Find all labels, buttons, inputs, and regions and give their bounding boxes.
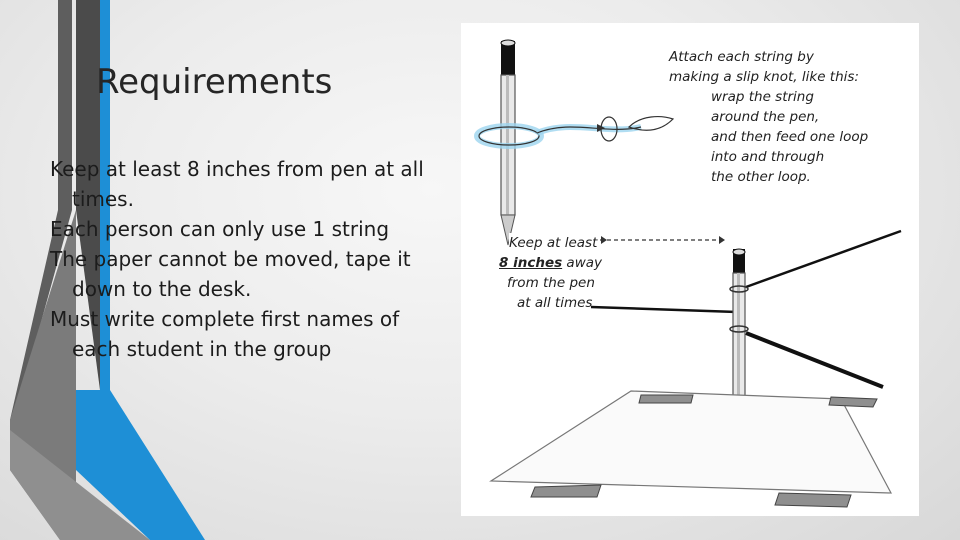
top-pen-illustration: [477, 40, 673, 245]
requirement-item: Each person can only use 1 string: [50, 217, 390, 241]
keep-distance-text: [499, 253, 602, 273]
eight-inches-label: 8 inches: [499, 255, 563, 271]
attach-text-line: Attach each string by: [669, 49, 814, 65]
keep-away-label: away: [562, 255, 603, 271]
attach-text-line: around the pen,: [711, 109, 820, 125]
attach-text-line: into and through: [711, 149, 825, 165]
requirements-list: [50, 154, 440, 364]
requirement-item: The paper cannot be moved, tape it down to the desk.: [50, 247, 411, 301]
instruction-figure: [461, 23, 919, 516]
attach-text-line: wrap the string: [711, 89, 814, 105]
keep-distance-text: Keep at least: [509, 235, 598, 251]
keep-distance-text: from the pen: [507, 275, 595, 291]
slide-title: Requirements: [96, 62, 333, 102]
requirement-item: Must write complete first names of each student in the group: [50, 307, 400, 361]
attach-text-line: making a slip knot, like this:: [669, 69, 859, 85]
taped-paper: [491, 391, 891, 507]
keep-distance-text: at all times: [517, 295, 593, 311]
attach-text-line: and then feed one loop: [711, 129, 869, 145]
requirement-item: Keep at least 8 inches from pen at all times.: [50, 157, 424, 211]
attach-text-line: the other loop.: [711, 169, 811, 185]
